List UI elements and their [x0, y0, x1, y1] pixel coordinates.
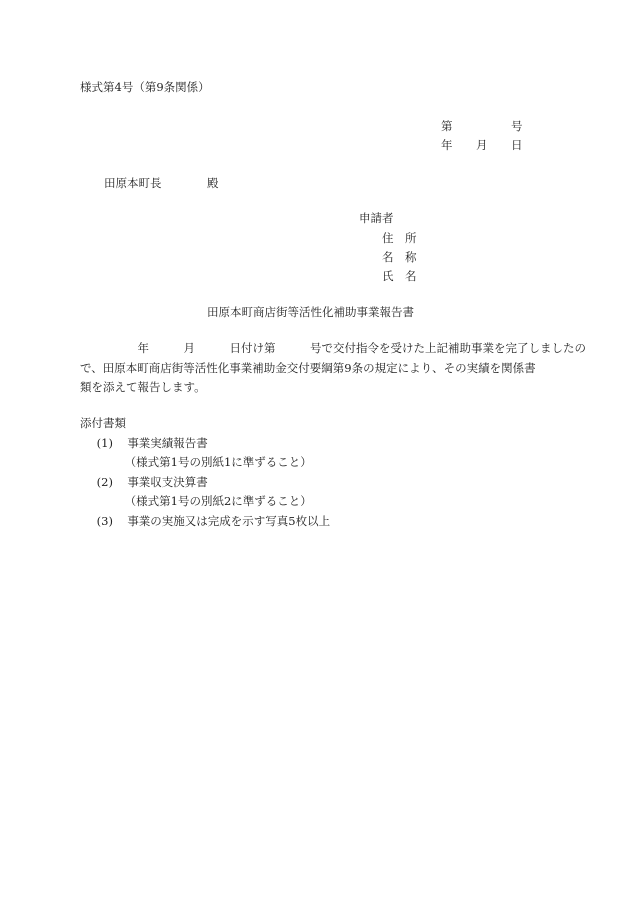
- addressee-name: 田原本町長: [104, 176, 162, 190]
- body-line-2: で、田原本町商店街等活性化事業補助金交付要綱第9条の規定により、その実績を関係書: [80, 360, 536, 375]
- date-day: 日: [511, 138, 523, 152]
- attachment-label: 事業の実施又は完成を示す写真5枚以上: [127, 513, 331, 528]
- attachment-number: (3): [96, 513, 113, 528]
- doc-number-prefix: 第: [441, 119, 453, 133]
- attachment-note: [80, 492, 330, 512]
- attachments-heading: 添付書類: [80, 416, 126, 430]
- attachment-note-text: （様式第1号の別紙1に準ずること）: [124, 455, 312, 469]
- attachment-label: 事業実績報告書: [127, 435, 208, 450]
- addressee-honorific: 殿: [207, 176, 219, 190]
- body-line-3: 類を添えて報告します。: [80, 380, 206, 394]
- body-paragraph: [80, 339, 586, 398]
- attachment-item: [80, 512, 330, 532]
- form-number: 様式第4号（第9条関係）: [80, 80, 210, 94]
- body-line-1: 年 月 日付け第 号で交付指令を受けた上記補助事業を完了しましたの: [80, 341, 586, 355]
- doc-number-suffix: 号: [511, 119, 523, 133]
- date-month: 月: [476, 138, 488, 152]
- attachment-label: 事業収支決算書: [127, 474, 208, 489]
- date-year: 年: [441, 138, 453, 152]
- attachment-number: (2): [96, 474, 113, 489]
- applicant-label: 申請者: [359, 211, 394, 225]
- attachments-section: [80, 414, 330, 531]
- attachment-item: [80, 434, 330, 454]
- attachment-item: [80, 473, 330, 493]
- applicant-name-label: 名 称: [382, 250, 417, 264]
- applicant-address-label: 住 所: [382, 231, 417, 245]
- attachment-note: [80, 453, 330, 473]
- applicant-person-label: 氏 名: [382, 269, 417, 283]
- attachment-note-text: （様式第1号の別紙2に準ずること）: [124, 494, 312, 508]
- attachment-number: (1): [96, 435, 113, 450]
- document-title: 田原本町商店街等活性化補助事業報告書: [207, 305, 414, 319]
